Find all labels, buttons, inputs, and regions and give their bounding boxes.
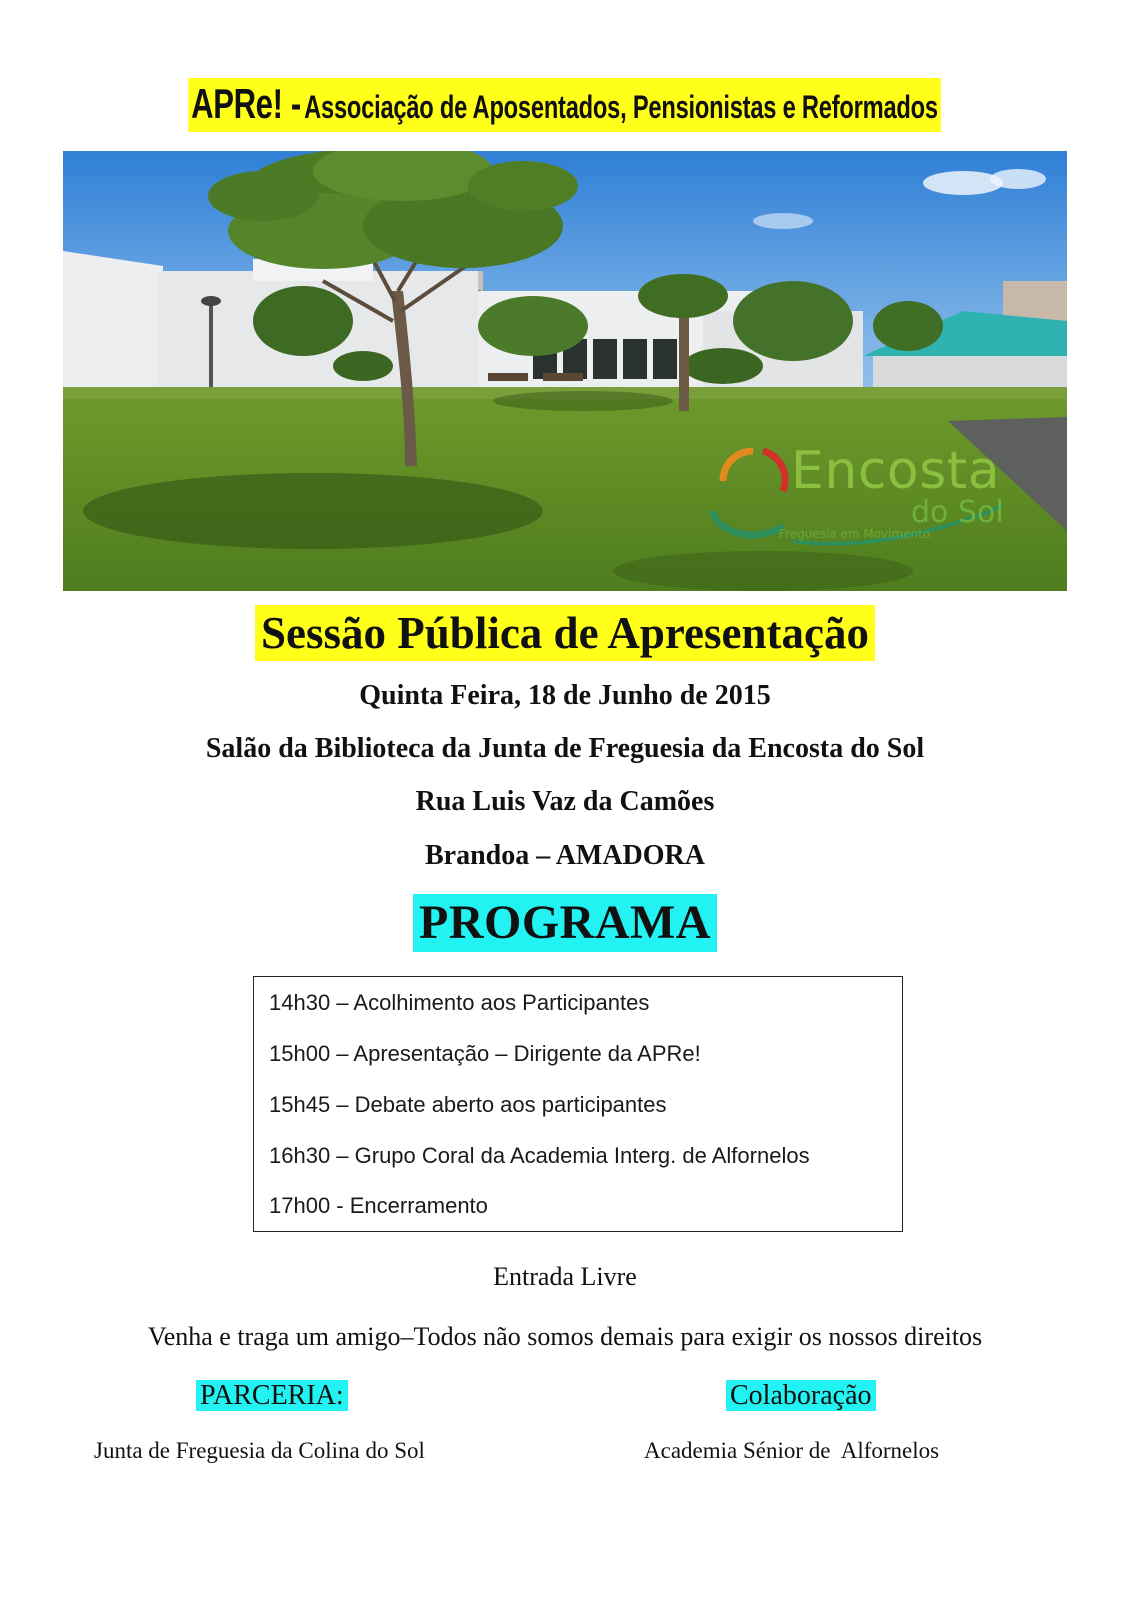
colaboracao-label-wrap — [726, 1380, 876, 1412]
programme-item: 17h00 - Encerramento — [269, 1193, 488, 1218]
programme-item: 16h30 – Grupo Coral da Academia Interg. de Alfornelos — [269, 1143, 810, 1168]
programme-item: 15h45 – Debate aberto aos participantes — [269, 1092, 667, 1117]
programme-box — [253, 976, 903, 1232]
colaboracao-name: Academia Sénior de Alfornelos — [644, 1438, 940, 1463]
event-city: Brandoa – AMADORA — [424, 840, 705, 871]
entry-note: Entrada Livre — [493, 1262, 637, 1291]
programme-heading: PROGRAMA — [413, 894, 717, 952]
parceria-name: Junta de Freguesia da Colina do Sol — [94, 1438, 425, 1463]
event-title: Sessão Pública de Apresentação — [255, 605, 875, 661]
slogan: Venha e traga um amigo–Todos não somos demais para exigir os nossos direitos — [147, 1322, 983, 1351]
header-association-name: Associação de Aposentados, Pensionistas e Reformados — [304, 89, 939, 125]
event-date: Quinta Feira, 18 de Junho de 2015 — [359, 680, 771, 711]
park-photo — [63, 151, 1067, 591]
header-banner — [0, 78, 1130, 132]
colaboracao-label: Colaboração — [726, 1380, 876, 1411]
event-title-row — [0, 605, 1130, 661]
event-venue: Salão da Biblioteca da Junta de Freguesia da Encosta do Sol — [205, 733, 925, 764]
parceria-label-wrap — [196, 1380, 348, 1412]
event-street: Rua Luis Vaz da Camões — [415, 786, 715, 817]
parceria-label: PARCERIA: — [196, 1380, 348, 1411]
logo-sub-text: do Sol — [911, 495, 1004, 530]
logo-main-text: Encosta — [791, 441, 1001, 501]
header-highlight — [189, 78, 942, 132]
header-acronym: APRe! - — [191, 80, 302, 127]
programme-item: 14h30 – Acolhimento aos Participantes — [269, 990, 650, 1015]
logo-tagline: Freguesia em Movimento — [779, 527, 931, 541]
programme-item: 15h00 – Apresentação – Dirigente da APRe! — [269, 1041, 701, 1066]
programme-heading-row — [0, 894, 1130, 952]
